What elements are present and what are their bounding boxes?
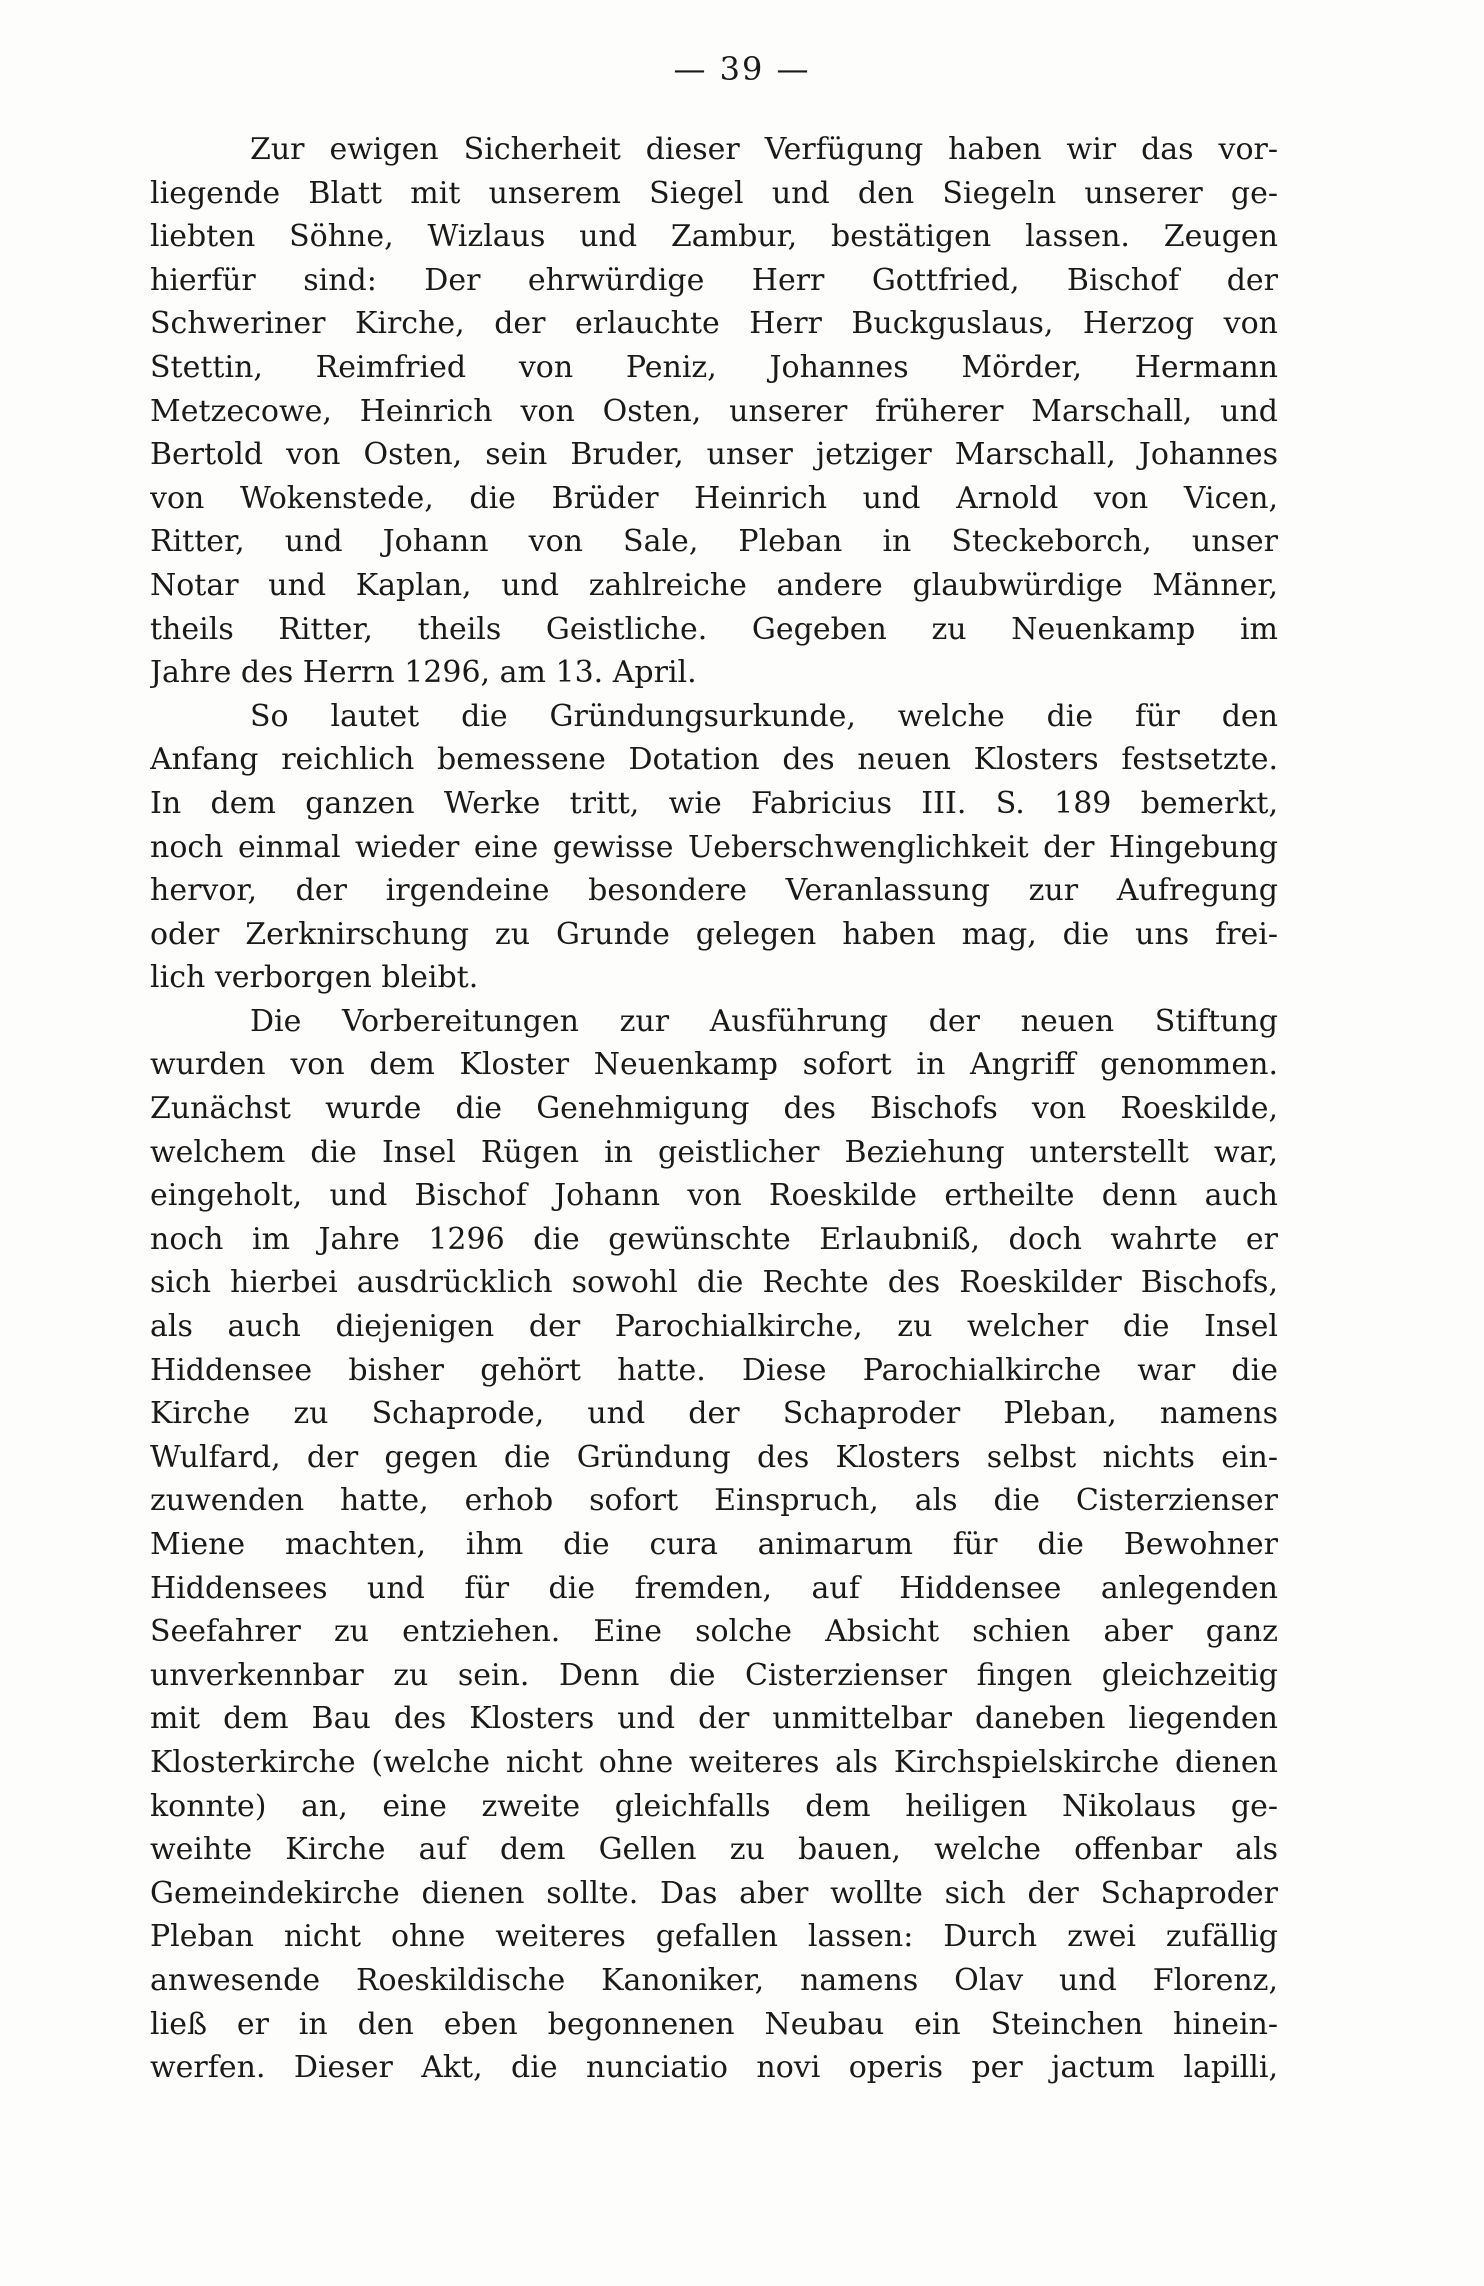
text-line: eingeholt, und Bischof Johann von Roeskilde ertheilte denn auch [150,1178,1278,1214]
text-line: Gemeindekirche dienen sollte. Das aber wollte sich der Schaproder [150,1875,1278,1911]
text-line: hervor, der irgendeine besondere Veranlassung zur Aufregung [150,873,1278,909]
text-line: konnte) an, eine zweite gleichfalls dem heiligen Nikolaus ge- [150,1788,1278,1824]
text-line: Jahre des Herrn 1296, am 13. April. [150,655,697,691]
text-line: liebten Söhne, Wizlaus und Zambur, bestätigen lassen. Zeugen [150,219,1278,255]
text-line: hierfür sind: Der ehrwürdige Herr Gottfried, Bischof der [150,262,1278,298]
text-line: Die Vorbereitungen zur Ausführung der neuen Stiftung [250,1003,1278,1039]
text-line: Notar und Kaplan, und zahlreiche andere glaubwürdige Männer, [150,567,1278,603]
text-line: Hiddensees und für die fremden, auf Hiddensee anlegenden [150,1570,1278,1606]
text-line: Kirche zu Schaprode, und der Schaproder Pleban, namens [150,1396,1278,1432]
text-line: Seefahrer zu entziehen. Eine solche Absicht schien aber ganz [150,1614,1278,1650]
text-line: als auch diejenigen der Parochialkirche, zu welcher die Insel [150,1309,1278,1345]
text-line: Miene machten, ihm die cura animarum für die Bewohner [150,1527,1278,1562]
text-line: noch einmal wieder eine gewisse Ueberschwenglichkeit der Hingebung [150,829,1278,865]
text-line: lich verborgen bleibt. [150,960,479,996]
text-line: Schweriner Kirche, der erlauchte Herr Buckguslaus, Herzog von [150,306,1278,342]
text-line: In dem ganzen Werke tritt, wie Fabricius III. S. 189 bemerkt, [150,785,1278,821]
text-line: von Wokenstede, die Brüder Heinrich und Arnold von Vicen, [150,480,1278,516]
text-line: welchem die Insel Rügen in geistlicher Beziehung unterstellt war, [150,1134,1278,1170]
text-line: noch im Jahre 1296 die gewünschte Erlaubniß, doch wahrte er [150,1221,1278,1257]
page-number: — 39 — [673,50,811,88]
text-line: sich hierbei ausdrücklich sowohl die Rechte des Roeskilder Bischofs, [150,1265,1278,1301]
text-line: liegende Blatt mit unserem Siegel und den Siegeln unserer ge- [150,175,1278,211]
text-line: Zunächst wurde die Genehmigung des Bischofs von Roeskilde, [150,1091,1278,1127]
text-line: Klosterkirche (welche nicht ohne weiteres als Kirchspielskirche dienen [150,1744,1278,1780]
text-line: ließ er in den eben begonnenen Neubau ein Steinchen hinein- [150,2006,1278,2042]
text-line: Ritter, und Johann von Sale, Pleban in Steckeborch, unser [150,524,1278,560]
text-line: So lautet die Gründungsurkunde, welche die für den [250,698,1278,734]
text-line: Metzecowe, Heinrich von Osten, unserer früherer Marschall, und [150,393,1278,429]
text-line: unverkennbar zu sein. Denn die Cisterzienser fingen gleichzeitig [150,1657,1278,1693]
text-line: Zur ewigen Sicherheit dieser Verfügung haben wir das vor- [250,132,1278,167]
text-line: mit dem Bau des Klosters und der unmittelbar daneben liegenden [150,1701,1278,1737]
text-line: Hiddensee bisher gehört hatte. Diese Parochialkirche war die [150,1352,1278,1388]
text-line: wurden von dem Kloster Neuenkamp sofort in Angriff genommen. [150,1047,1278,1083]
text-line: oder Zerknirschung zu Grunde gelegen haben mag, die uns frei- [150,916,1278,952]
text-line: Stettin, Reimfried von Peniz, Johannes Mörder, Hermann [150,349,1278,385]
text-line: weihte Kirche auf dem Gellen zu bauen, welche offenbar als [150,1832,1278,1868]
text-line: werfen. Dieser Akt, die nunciatio novi operis per jactum lapilli, [150,2050,1278,2086]
text-line: anwesende Roeskildische Kanoniker, namens Olav und Florenz, [150,1962,1278,1998]
text-line: Bertold von Osten, sein Bruder, unser jetziger Marschall, Johannes [150,437,1278,473]
text-line: Anfang reichlich bemessene Dotation des neuen Klosters festsetzte. [150,742,1278,778]
body-text [150,128,1278,2090]
text-line: zuwenden hatte, erhob sofort Einspruch, als die Cisterzienser [150,1483,1278,1519]
text-line: theils Ritter, theils Geistliche. Gegeben zu Neuenkamp im [150,611,1278,647]
text-line: Pleban nicht ohne weiteres gefallen lassen: Durch zwei zufällig [150,1919,1278,1955]
text-line: Wulfard, der gegen die Gründung des Klosters selbst nichts ein- [150,1439,1278,1475]
